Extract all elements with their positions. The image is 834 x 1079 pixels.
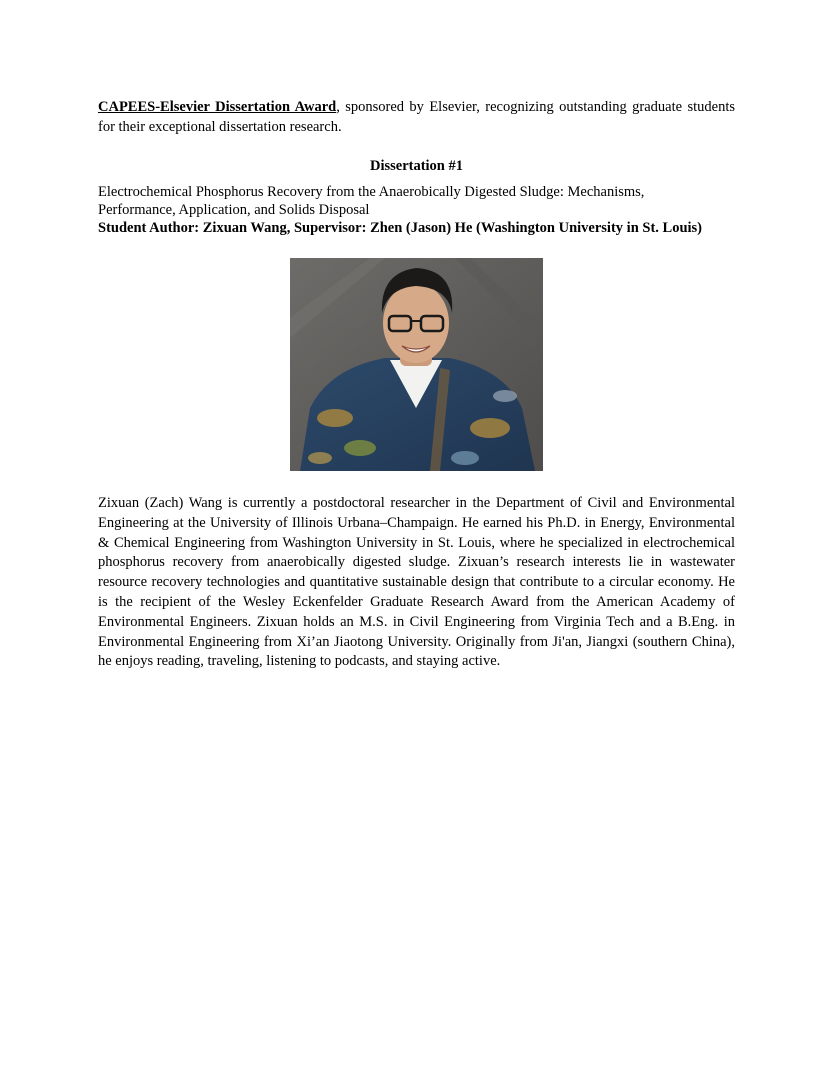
author-portrait-photo [290,258,543,471]
portrait-illustration [290,258,543,471]
dissertation-title: Electrochemical Phosphorus Recovery from the Anaerobically Digested Sludge: Mechanisms, Performance, Application, and Solids Disposal [98,184,645,218]
author-supervisor-line: Student Author: Zixuan Wang, Supervisor: Zhen (Jason) He (Washington University in St. Louis) [98,220,703,236]
award-description: , sponsored by Elsevier, recognizing outstanding graduate students for their exceptional dissertation research. [98,99,735,135]
award-name: CAPEES-Elsevier Dissertation Award [98,99,337,115]
award-intro [98,97,735,137]
dissertation-heading: Dissertation #1 [369,158,464,174]
author-biography: Zixuan (Zach) Wang is currently a postdoctoral researcher in the Department of Civil and Environmental Engineering at the University of Illinois Urbana–Champaign. He earned his Ph.D. in Energy, Environmental & Chemical Engineering from Washington University in St. Louis, where he specialized in electrochemical phosphorus recovery from anaerobically digested sludge. Zixuan’s research interests lie in wastewater resource recovery technologies and quantitative sustainable design that contribute to a circular economy. He is the recipient of the Wesley Eckenfelder Graduate Research Award from the American Academy of Environmental Engineers. Zixuan holds an M.S. in Civil Engineering from Virginia Tech and a B.Eng. in Environmental Engineering from Xi’an Jiaotong University. Originally from Ji'an, Jiangxi (southern China), he enjoys reading, traveling, listening to podcasts, and staying active. [98,495,735,670]
